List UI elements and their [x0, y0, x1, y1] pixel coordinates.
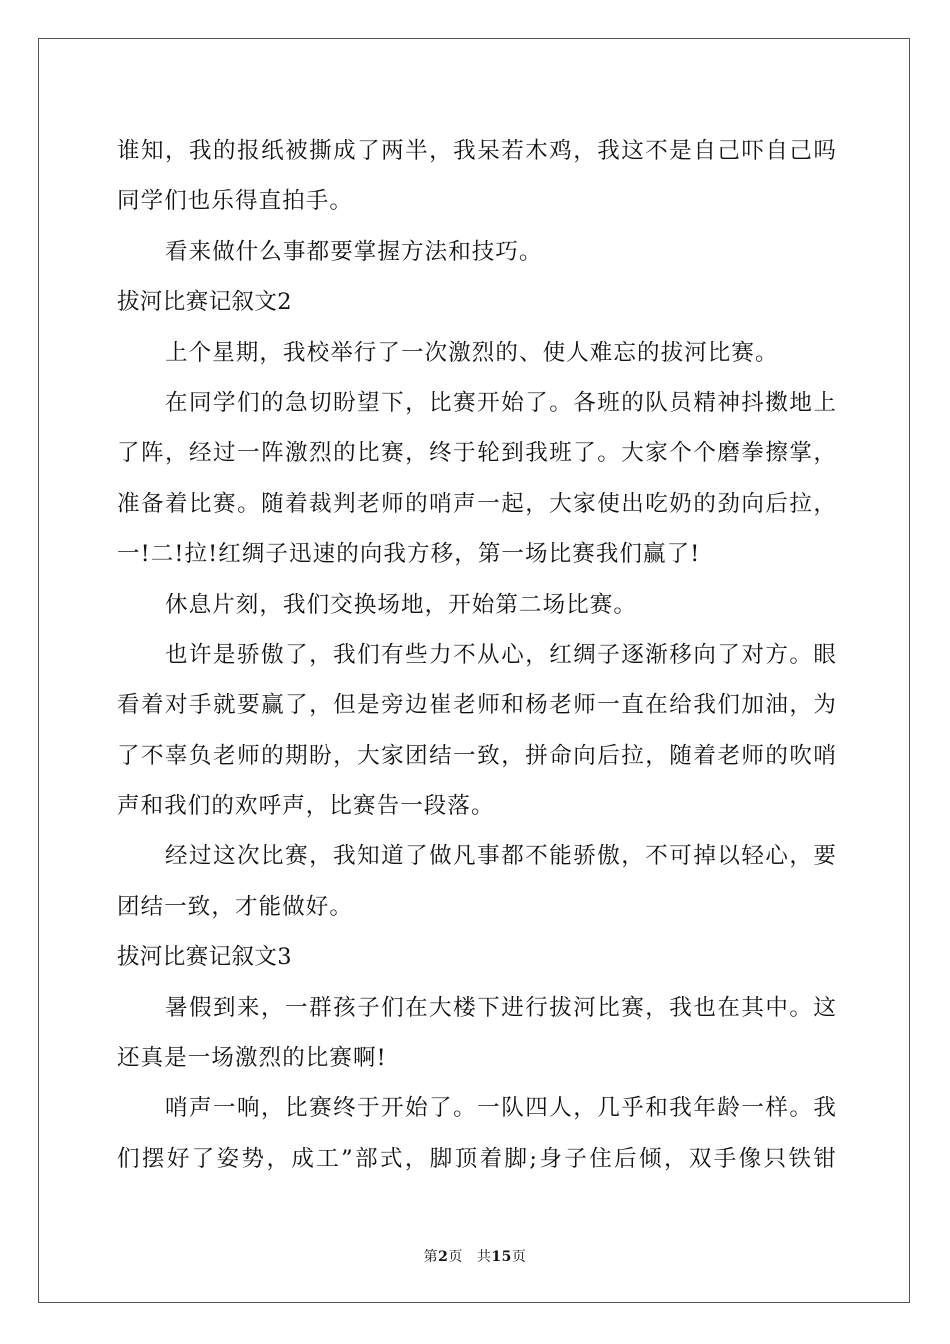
paragraph-line: 也许是骄傲了，我们有些力不从心，红绸子逐渐移向了对方。眼	[165, 641, 837, 668]
total-pages: 15	[491, 1249, 512, 1265]
paragraph-line: 看着对手就要赢了，但是旁边崔老师和杨老师一直在给我们加油，为	[117, 692, 837, 719]
page-prefix: 第	[423, 1249, 439, 1265]
paragraph-line: 暑假到来，一群孩子们在大楼下进行拔河比赛，我也在其中。这	[165, 994, 837, 1021]
paragraph-line: 经过这次比赛，我知道了做凡事都不能骄傲，不可掉以轻心，要	[165, 843, 837, 870]
paragraph-line: 看来做什么事都要掌握方法和技巧。	[165, 238, 543, 265]
paragraph-line: 们摆好了姿势，成工”部式，脚顶着脚;身子住后倾，双手像只铁钳	[117, 1145, 837, 1172]
paragraph-line: 了阵，经过一阵激烈的比赛，终于轮到我班了。大家个个磨拳擦掌，	[117, 440, 837, 467]
paragraph-line: 上个星期，我校举行了一次激烈的、使人难忘的拔河比赛。	[165, 339, 779, 366]
paragraph-line: 准备着比赛。随着裁判老师的哨声一起，大家使出吃奶的劲向后拉，	[117, 490, 837, 517]
paragraph-line: 声和我们的欢呼声，比赛告一段落。	[117, 793, 495, 820]
paragraph-line: 在同学们的急切盼望下，比赛开始了。各班的队员精神抖擞地上	[165, 389, 837, 416]
paragraph-line: 团结一致，才能做好。	[117, 893, 354, 920]
page-footer	[0, 1246, 950, 1266]
section-heading: 拔河比赛记叙文3	[117, 944, 293, 971]
paragraph-line: 一!二!拉!红绸子迅速的向我方移，第一场比赛我们赢了!	[117, 541, 701, 568]
document-body	[117, 126, 837, 1184]
section-heading: 拔河比赛记叙文2	[117, 289, 293, 316]
paragraph-line: 谁知，我的报纸被撕成了两半，我呆若木鸡，我这不是自己吓自己吗	[117, 138, 837, 164]
page-number: 2	[438, 1249, 449, 1265]
paragraph-line: 休息片刻，我们交换场地，开始第二场比赛。	[165, 591, 638, 618]
total-prefix: 共	[476, 1249, 492, 1265]
paragraph-line: 同学们也乐得直拍手。	[117, 188, 354, 215]
paragraph-line: 哨声一响，比赛终于开始了。一队四人，几乎和我年龄一样。我	[165, 1095, 837, 1122]
page-suffix: 页	[448, 1249, 463, 1265]
paragraph-line: 还真是一场激烈的比赛啊!	[117, 1045, 387, 1072]
paragraph-line: 了不辜负老师的期盼，大家团结一致，拼命向后拉，随着老师的吹哨	[117, 742, 837, 769]
total-suffix: 页	[511, 1249, 527, 1265]
